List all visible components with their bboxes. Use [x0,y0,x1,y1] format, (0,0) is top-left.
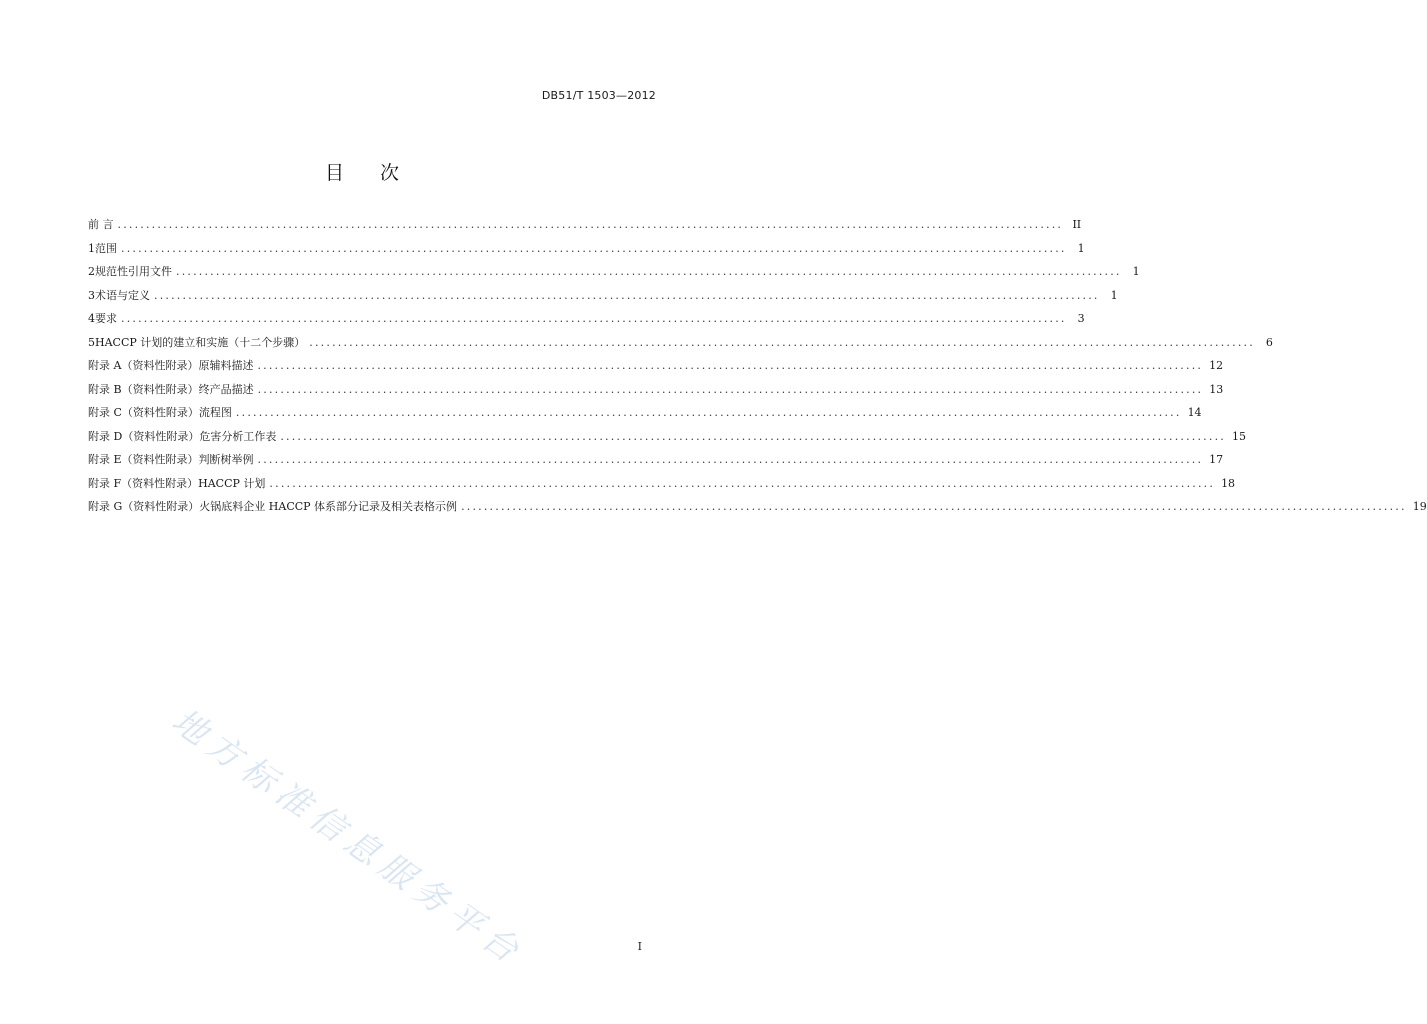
toc-entry-number: 2 [88,265,95,278]
document-code: DB51/T 1503—2012 [541,89,656,102]
toc-leader-dots: ...................................................................................................................................................................... [257,382,1204,396]
toc-entry-appendix-g[interactable] [88,498,1427,522]
toc-entry-title: 终产品描述 [198,382,254,396]
toc-entry-title: 规范性引用文件 [95,265,172,278]
toc-entry-number: 4 [88,312,95,325]
toc-entry-appendix-d[interactable] [88,428,1246,452]
toc-entry-page: 14 [1187,406,1202,419]
toc-entry-page: II [1072,218,1082,231]
toc-entry-title: 火锅底料企业 HACCP 体系部分记录及相关表格示例 [199,500,458,513]
toc-leader-dots: ...................................................................................................................................................................... [154,288,1100,302]
toc-entry-title: 要求 [95,312,117,325]
toc-entry-page: 13 [1209,382,1224,396]
toc-entry-page: 19 [1412,500,1427,513]
toc-entry-page: 18 [1221,476,1236,490]
toc-entry-page: 17 [1209,453,1224,466]
toc-entry-1[interactable] [88,240,1085,264]
page-number: I [637,940,642,953]
toc-entry-page: 6 [1265,335,1273,349]
toc-entry-title: HACCP 计划的建立和实施（十二个步骤） [95,335,306,349]
toc-entry-2[interactable] [88,263,1140,287]
toc-leader-dots: ...................................................................................................................................................................... [121,241,1067,255]
toc-entry-appendix-label: 附录 A（资料性附录） [88,359,199,372]
toc-entry-appendix-label: 附录 E（资料性附录） [88,453,199,466]
toc-leader-dots: ...................................................................................................................................................................... [176,265,1122,278]
toc-entry-number: 3 [88,288,95,302]
toc-entry-page: 1 [1077,241,1085,255]
toc-entry-5[interactable] [88,334,1273,358]
toc-entry-number: 5 [88,335,95,349]
toc-entry-appendix-label: 附录 B（资料性附录） [88,382,199,396]
toc-entry-appendix-c[interactable] [88,404,1202,428]
toc-entry-4[interactable] [88,310,1085,334]
watermark-text: 地方标准信息服务平台 [164,700,532,975]
toc-title-part1: 目 [324,162,344,184]
toc-entry-title: 判断树举例 [198,453,254,466]
toc-leader-dots: ...................................................................................................................................................................... [309,335,1255,349]
toc-entry-appendix-label: 附录 D（资料性附录） [88,429,200,443]
toc-entry-page: 15 [1231,429,1246,443]
toc-entry-appendix-a[interactable] [88,357,1224,381]
toc-leader-dots: ...................................................................................................................................................................... [280,429,1226,443]
toc-leader-dots: ...................................................................................................................................................................... [257,453,1204,466]
toc-entry-title: 范围 [95,241,117,255]
toc-entry-appendix-label: 附录 F（资料性附录） [88,476,199,490]
toc-leader-dots: ...................................................................................................................................................................... [461,500,1407,513]
toc-entry-page: 12 [1209,359,1224,372]
toc-leader-dots: ...................................................................................................................................................................... [121,312,1067,325]
toc-entry-appendix-label: 附录 C（资料性附录） [88,406,199,419]
toc-leader-dots: ...................................................................................................................................................................... [117,218,1064,231]
toc-entry-title: 原辅料描述 [198,359,254,372]
toc-list [88,216,1427,522]
toc-entry-title: 流程图 [198,406,232,419]
toc-entry-appendix-label: 附录 G（资料性附录） [88,500,200,513]
toc-leader-dots: ...................................................................................................................................................................... [257,359,1204,372]
toc-entry-title: HACCP 计划 [198,476,266,490]
toc-title [0,158,724,185]
toc-entry-appendix-b[interactable] [88,381,1224,405]
toc-entry-title: 危害分析工作表 [199,429,277,443]
toc-entry-3[interactable] [88,287,1118,311]
toc-title-part2: 次 [380,162,400,184]
toc-entry-page: 3 [1077,312,1085,325]
toc-entry-preface[interactable] [88,216,1082,240]
toc-entry-appendix-e[interactable] [88,451,1224,475]
toc-entry-title: 术语与定义 [95,288,150,302]
toc-entry-title: 前 言 [88,218,114,231]
toc-entry-page: 1 [1110,288,1118,302]
toc-entry-appendix-f[interactable] [88,475,1236,499]
toc-leader-dots: ...................................................................................................................................................................... [235,406,1182,419]
toc-entry-number: 1 [88,241,95,255]
toc-leader-dots: ...................................................................................................................................................................... [269,476,1216,490]
toc-entry-page: 1 [1132,265,1140,278]
